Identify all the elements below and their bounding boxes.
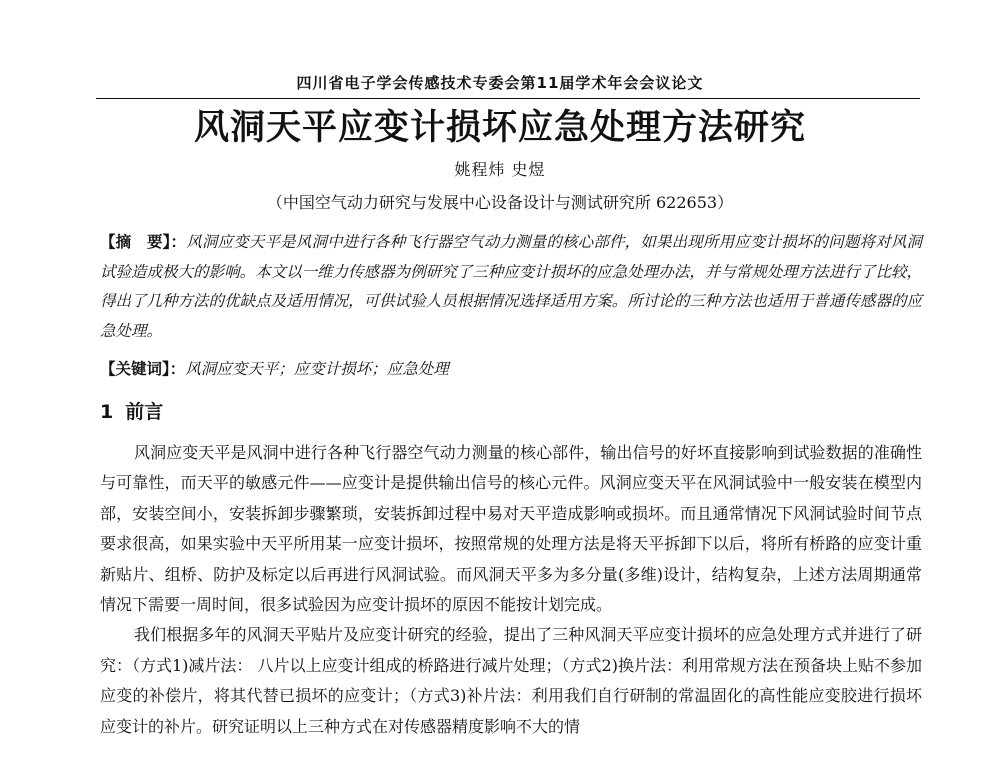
abstract-text: 风洞应变天平是风洞中进行各种飞行器空气动力测量的核心部件，如果出现所用应变计损坏的问题将对风洞试验造成极大的影响。本文以一维力传感器为例研究了三种应变计损坏的应急处理办法，并与常规处理方法进行了比较，得出了几种方法的优缺点及适用情况，可供试验人员根据情况选择适用方案。所讨论的三种方法也适用于普通传感器的应急处理。 (100, 233, 922, 340)
running-head: 四川省电子学会传感技术专委会第11届学术年会会议论文 (296, 74, 704, 92)
section-title: 前言 (125, 401, 164, 423)
abstract (100, 228, 922, 346)
section-body (100, 438, 922, 742)
body-paragraph: 风洞应变天平是风洞中进行各种飞行器空气动力测量的核心部件，输出信号的好坏直接影响到试验数据的准确性与可靠性，而天平的敏感元件——应变计是提供输出信号的核心元件。风洞应变天平在风洞试验中一般安装在模型内部，安装空间小，安装拆卸步骤繁琐，安装拆卸过程中易对天平造成影响或损坏。而且通常情况下风洞试验时间节点要求很高，如果实验中天平所用某一应变计损坏，按照常规的处理方法是将天平拆卸下以后，将所有桥路的应变计重新贴片、组桥、防护及标定以后再进行风洞试验。而风洞天平多为多分量(多维)设计，结构复杂，上述方法周期通常情况下需要一周时间，很多试验因为应变计损坏的原因不能按计划完成。 (100, 443, 922, 615)
section-number: 1 (100, 401, 114, 423)
keywords-label: 【关键词】： (100, 360, 186, 378)
paper-authors: 姚程炜 史煜 (454, 160, 546, 179)
abstract-label: 【摘 要】： (100, 233, 187, 251)
section-heading (100, 397, 922, 427)
keywords (100, 355, 922, 384)
header-rule (96, 98, 920, 99)
paper-affiliation: （中国空气动力研究与发展中心设备设计与测试研究所 622653） (266, 193, 734, 212)
keywords-text: 风洞应变天平；应变计损坏；应急处理 (185, 360, 449, 378)
body-paragraph: 我们根据多年的风洞天平贴片及应变计研究的经验，提出了三种风洞天平应变计损坏的应急处理方式并进行了研究：（方式1)减片法： 八片以上应变计组成的桥路进行减片处理；（方式2)换片法：利用常规方法在预备块上贴不参加应变的补偿片，将其代替已损坏的应变计；（方式3)补片法：利用我们自行研制的常温固化的高性能应变胶进行损坏应变计的补片。研究证明以上三种方式在对传感器精度影响不大的情 (100, 625, 922, 736)
paper-title: 风洞天平应变计损坏应急处理方法研究 (193, 108, 806, 148)
